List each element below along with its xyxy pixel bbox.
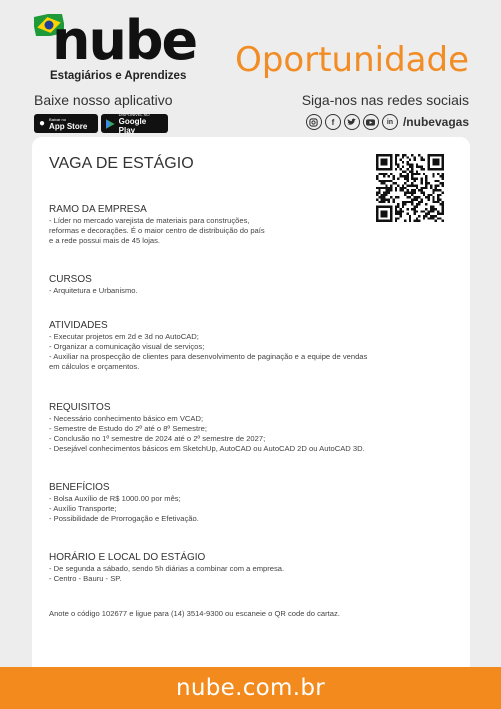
footer-url[interactable]: nube.com.br xyxy=(175,675,325,701)
section-line: - Conclusão no 1º semestre de 2024 até o 2º semestre de 2027; xyxy=(49,434,266,443)
social-label: Siga-nos nas redes sociais xyxy=(301,92,469,108)
facebook-icon[interactable]: f xyxy=(325,114,341,130)
section-line: - Semestre de Estudo do 2º até o 8º Semestre; xyxy=(49,424,207,433)
logo-wordmark: nube xyxy=(52,9,197,72)
section-line: em cálculos e orçamentos. xyxy=(49,362,140,371)
section-atividades xyxy=(49,320,459,372)
app-store-big: App Store xyxy=(49,121,88,131)
section-line: - Necessário conhecimento básico em VCAD; xyxy=(49,414,204,423)
job-title: VAGA DE ESTÁGIO xyxy=(49,155,194,172)
section-hor-rio-e-local-do-est-gio xyxy=(49,552,459,584)
section-line: - Auxiliar na prospecção de clientes para desenvolvimento de paginação e a equipe de vendas xyxy=(49,352,368,361)
section-ramo-da-empresa xyxy=(49,204,459,246)
section-line: - Bolsa Auxílio de R$ 1000.00 por mês; xyxy=(49,494,181,503)
app-store-small: Baixar no xyxy=(49,116,66,122)
section-line: - De segunda a sábado, sendo 5h diárias a combinar com a empresa. xyxy=(49,564,285,573)
section-requisitos xyxy=(49,402,459,454)
section-heading: CURSOS xyxy=(49,274,92,285)
section-line: reformas e decorações. É o maior centro de distribuição do país xyxy=(49,226,265,235)
section-line: - Líder no mercado varejista de materiais para construções, xyxy=(49,216,250,225)
section-line: - Auxílio Transporte; xyxy=(49,504,117,513)
section-line: e a rede possui mais de 45 lojas. xyxy=(49,236,161,245)
google-play-big: Google Play xyxy=(118,117,147,135)
section-heading: REQUISITOS xyxy=(49,402,111,413)
google-play-badge[interactable] xyxy=(101,114,168,133)
social-icons xyxy=(306,114,469,130)
instagram-icon[interactable] xyxy=(306,114,322,130)
nube-logo xyxy=(32,9,197,86)
linkedin-icon[interactable]: in xyxy=(382,114,398,130)
section-line: - Centro - Bauru - SP. xyxy=(49,574,122,583)
contact-note: Anote o código 102677 e ligue para (14) 3514-9300 ou escaneie o QR code do cartaz. xyxy=(49,609,340,618)
section-heading: BENEFÍCIOS xyxy=(49,482,110,493)
section-heading: HORÁRIO E LOCAL DO ESTÁGIO xyxy=(49,552,206,563)
headline: Oportunidade xyxy=(235,40,469,80)
section-line: - Possibilidade de Prorrogação e Efetivação. xyxy=(49,514,199,523)
apple-icon: ● xyxy=(39,117,46,129)
youtube-icon[interactable] xyxy=(363,114,379,130)
section-line: - Executar projetos em 2d e 3d no AutoCAD; xyxy=(49,332,199,341)
logo-subtitle: Estagiários e Aprendizes xyxy=(50,70,187,82)
apps-label: Baixe nosso aplicativo xyxy=(34,92,173,108)
twitter-icon[interactable] xyxy=(344,114,360,130)
section-benef-cios xyxy=(49,482,459,524)
section-heading: ATIVIDADES xyxy=(49,320,108,331)
google-play-icon xyxy=(106,119,115,129)
section-line: - Desejável conhecimentos básicos em SketchUp, AutoCAD ou AutoCAD 2D ou AutoCAD 3D. xyxy=(49,444,365,453)
app-store-badge[interactable] xyxy=(34,114,98,133)
footer-bar xyxy=(0,667,501,709)
job-card xyxy=(32,137,470,667)
section-heading: RAMO DA EMPRESA xyxy=(49,204,147,215)
section-cursos xyxy=(49,274,459,296)
social-handle[interactable]: /nubevagas xyxy=(402,115,469,129)
section-line: - Organizar a comunicação visual de serviços; xyxy=(49,342,205,351)
section-line: - Arquitetura e Urbanismo. xyxy=(49,286,138,295)
google-play-small: DISPONÍVEL NO xyxy=(118,112,150,117)
